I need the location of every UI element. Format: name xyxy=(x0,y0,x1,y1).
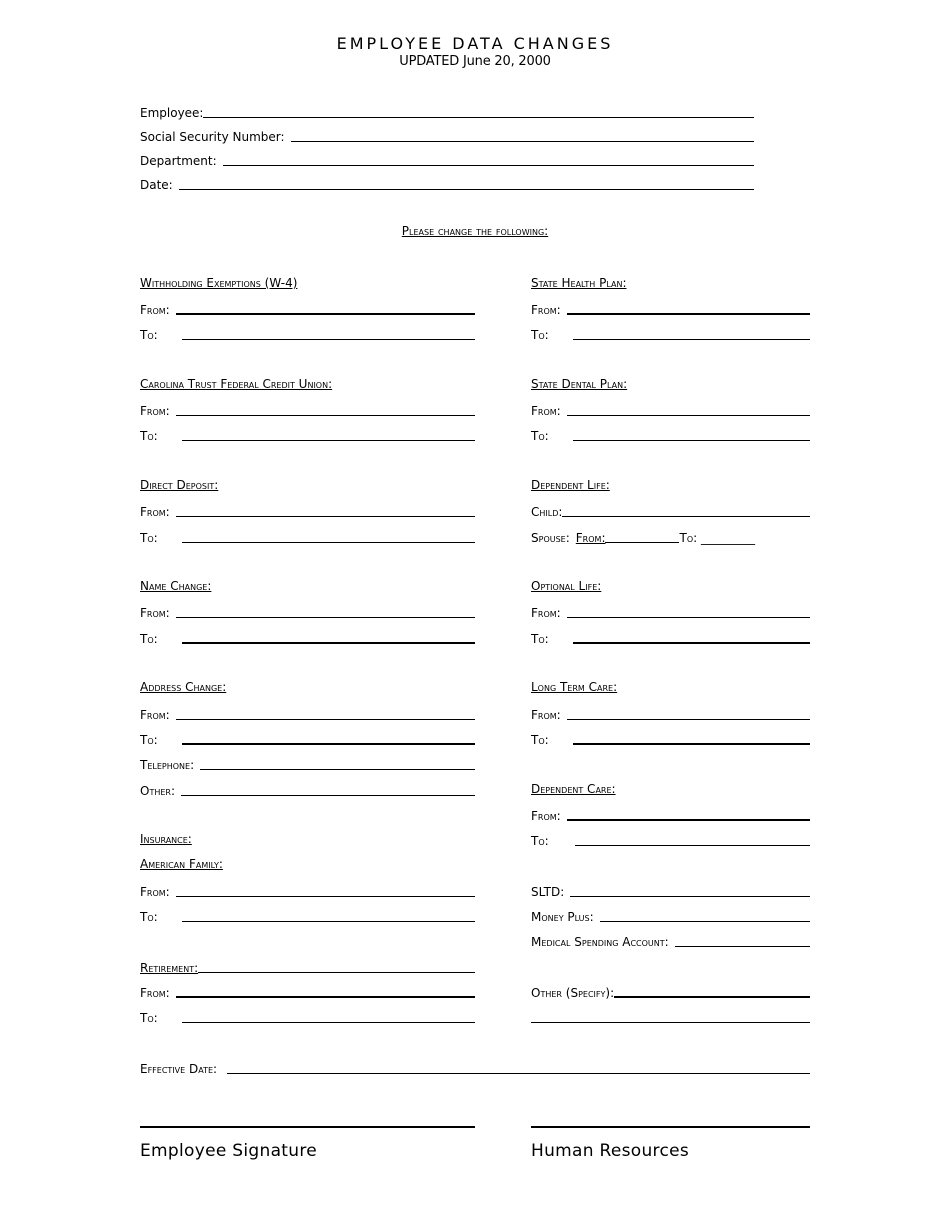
medical-spending-field[interactable] xyxy=(531,931,810,949)
retirement-heading: Retirement: xyxy=(140,961,199,975)
to-label: To: xyxy=(140,1011,158,1025)
dependent-care-from[interactable] xyxy=(531,805,810,823)
american-family-from[interactable] xyxy=(140,881,475,899)
spouse-from-line[interactable] xyxy=(605,542,679,543)
optional-life-to[interactable] xyxy=(531,628,810,646)
sltd-field[interactable] xyxy=(531,881,810,899)
date-label: Date: xyxy=(140,178,173,192)
ctfcu-to[interactable] xyxy=(140,425,475,443)
instruction-heading: Please change the following: xyxy=(401,224,549,238)
effective-date-field[interactable] xyxy=(140,1058,810,1076)
name-change-to[interactable] xyxy=(140,628,475,646)
american-family-to[interactable] xyxy=(140,906,475,924)
form-title: EMPLOYEE DATA CHANGES xyxy=(336,34,614,53)
state-health-to[interactable] xyxy=(531,324,810,342)
ssn-line[interactable] xyxy=(291,141,754,142)
child-label: Child: xyxy=(531,505,563,519)
employee-label: Employee: xyxy=(140,106,204,120)
ssn-field[interactable] xyxy=(140,126,754,144)
other-specify-field[interactable] xyxy=(531,982,810,1000)
retirement-row[interactable] xyxy=(140,957,475,975)
state-dental-heading: State Dental Plan: xyxy=(531,377,628,391)
other-field[interactable] xyxy=(140,780,475,798)
sltd-label: SLTD: xyxy=(531,885,565,899)
employee-field[interactable] xyxy=(140,102,754,120)
name-change-heading: Name Change: xyxy=(140,579,212,593)
from-label: From: xyxy=(140,606,170,620)
from-label: From: xyxy=(140,986,170,1000)
money-plus-field[interactable] xyxy=(531,906,810,924)
address-change-from[interactable] xyxy=(140,704,475,722)
medical-spending-label: Medical Spending Account: xyxy=(531,935,669,949)
employee-signature-line[interactable] xyxy=(140,1126,475,1128)
american-family-heading: American Family: xyxy=(140,857,223,871)
name-change-from[interactable] xyxy=(140,602,475,620)
hr-signature-label: Human Resources xyxy=(531,1141,690,1161)
long-term-care-to[interactable] xyxy=(531,729,810,747)
from-label: From: xyxy=(531,404,561,418)
long-term-care-heading: Long Term Care: xyxy=(531,680,618,694)
spouse-label: Spouse: xyxy=(531,531,570,545)
telephone-field[interactable] xyxy=(140,754,475,772)
other-specify-label: Other (Specify): xyxy=(531,986,615,1000)
retirement-from[interactable] xyxy=(140,982,475,1000)
address-change-to[interactable] xyxy=(140,729,475,747)
dependent-life-heading: Dependent Life: xyxy=(531,478,610,492)
ssn-label: Social Security Number: xyxy=(140,130,285,144)
to-label: To: xyxy=(531,328,549,342)
spouse-to-label: To: _________ xyxy=(679,531,755,545)
money-plus-label: Money Plus: xyxy=(531,910,594,924)
optional-life-from[interactable] xyxy=(531,602,810,620)
to-label: To: xyxy=(140,328,158,342)
to-label: To: xyxy=(140,632,158,646)
to-label: To: xyxy=(531,429,549,443)
from-label: From: xyxy=(140,404,170,418)
state-health-heading: State Health Plan: xyxy=(531,276,627,290)
insurance-heading: Insurance: xyxy=(140,832,192,846)
direct-deposit-from[interactable] xyxy=(140,501,475,519)
department-field[interactable] xyxy=(140,150,754,168)
direct-deposit-to[interactable] xyxy=(140,527,475,545)
spouse-from-label: From: xyxy=(575,531,606,545)
from-label: From: xyxy=(140,303,170,317)
optional-life-heading: Optional Life: xyxy=(531,579,602,593)
state-dental-from[interactable] xyxy=(531,400,810,418)
spouse-field[interactable] xyxy=(531,527,810,545)
other-label: Other: xyxy=(140,784,176,798)
w4-heading: Withholding Exemptions (W-4) xyxy=(140,276,298,290)
to-label: To: xyxy=(531,733,549,747)
telephone-label: Telephone: xyxy=(140,758,195,772)
retirement-to[interactable] xyxy=(140,1007,475,1025)
from-label: From: xyxy=(140,708,170,722)
child-field[interactable] xyxy=(531,501,810,519)
from-label: From: xyxy=(140,505,170,519)
to-label: To: xyxy=(531,632,549,646)
to-label: To: xyxy=(140,910,158,924)
effective-date-label: Effective Date: xyxy=(140,1062,218,1076)
date-field[interactable] xyxy=(140,174,754,192)
to-label: To: xyxy=(140,531,158,545)
dependent-care-heading: Dependent Care: xyxy=(531,782,616,796)
from-label: From: xyxy=(140,885,170,899)
long-term-care-from[interactable] xyxy=(531,704,810,722)
date-line[interactable] xyxy=(179,189,754,190)
form-subtitle: UPDATED June 20, 2000 xyxy=(399,54,551,69)
state-dental-to[interactable] xyxy=(531,425,810,443)
department-line[interactable] xyxy=(223,165,754,166)
direct-deposit-heading: Direct Deposit: xyxy=(140,478,219,492)
w4-to[interactable] xyxy=(140,324,475,342)
from-label: From: xyxy=(531,809,561,823)
employee-signature-label: Employee Signature xyxy=(140,1141,318,1161)
ctfcu-heading: Carolina Trust Federal Credit Union: xyxy=(140,377,333,391)
employee-line[interactable] xyxy=(203,117,754,118)
state-health-from[interactable] xyxy=(531,299,810,317)
from-label: From: xyxy=(531,708,561,722)
hr-signature-line[interactable] xyxy=(531,1126,810,1128)
ctfcu-from[interactable] xyxy=(140,400,475,418)
w4-from[interactable] xyxy=(140,299,475,317)
department-label: Department: xyxy=(140,154,217,168)
from-label: From: xyxy=(531,606,561,620)
dependent-care-to[interactable] xyxy=(531,830,810,848)
to-label: To: xyxy=(531,834,549,848)
from-label: From: xyxy=(531,303,561,317)
address-change-heading: Address Change: xyxy=(140,680,227,694)
to-label: To: xyxy=(140,733,158,747)
other-specify-line2[interactable] xyxy=(531,1007,810,1025)
to-label: To: xyxy=(140,429,158,443)
